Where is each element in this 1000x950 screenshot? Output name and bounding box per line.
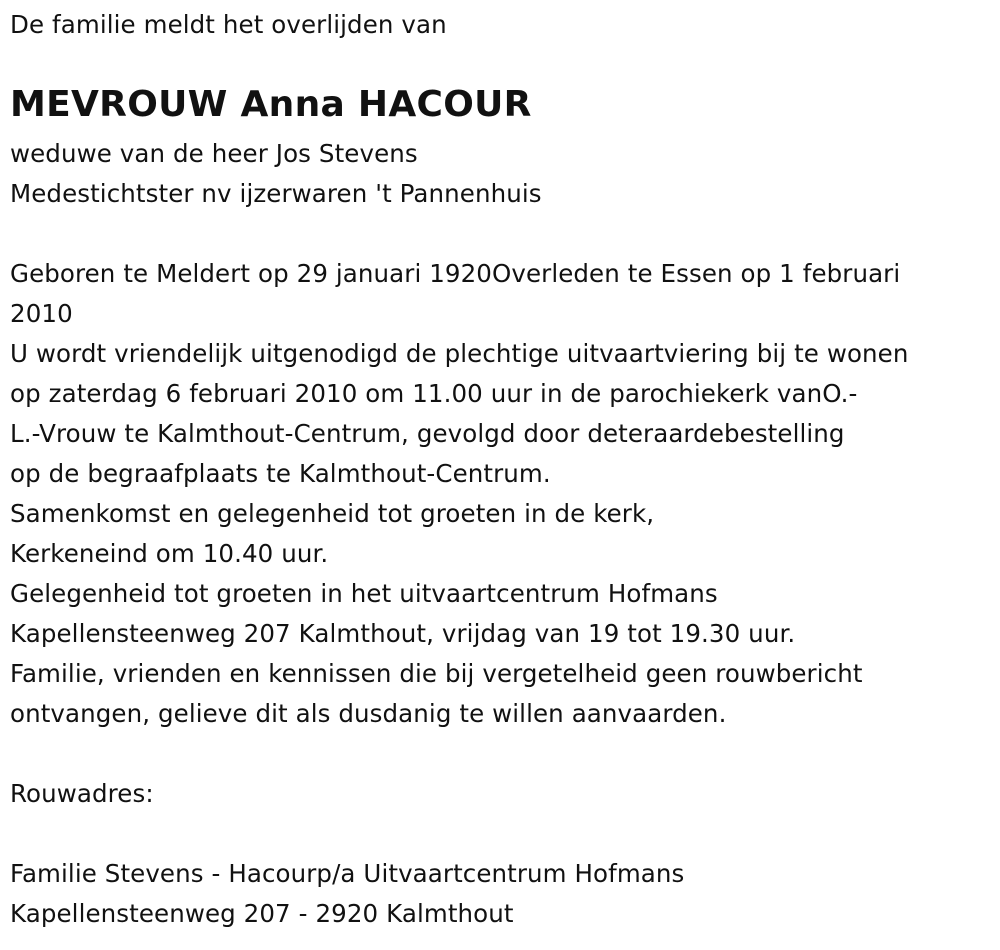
birth-death-dates: Geboren te Meldert op 29 januari 1920Overleden te Essen op 1 februari	[10, 259, 901, 288]
notice-disclaimer-line: ontvangen, gelieve dit als dusdanig te willen aanvaarden.	[10, 699, 727, 728]
notice-disclaimer-line: Familie, vrienden en kennissen die bij vergetelheid geen rouwbericht	[10, 659, 863, 688]
role-text: Medestichtster nv ijzerwaren 't Pannenhuis	[10, 179, 542, 208]
gathering-line: Kerkeneind om 10.40 uur.	[10, 539, 329, 568]
widow-of-text: weduwe van de heer Jos Stevens	[10, 139, 418, 168]
visitation-line: Gelegenheid tot groeten in het uitvaartcentrum Hofmans	[10, 579, 718, 608]
death-year: 2010	[10, 299, 73, 328]
address-line: Familie Stevens - Hacourp/a Uitvaartcentrum Hofmans	[10, 859, 685, 888]
deceased-name: MEVROUW Anna HACOUR	[10, 84, 532, 125]
address-line: Kapellensteenweg 207 - 2920 Kalmthout	[10, 899, 514, 928]
funeral-invitation-line: op zaterdag 6 februari 2010 om 11.00 uur in de parochiekerk vanO.-	[10, 379, 858, 408]
funeral-invitation-line: op de begraafplaats te Kalmthout-Centrum.	[10, 459, 551, 488]
funeral-invitation-line: L.-Vrouw te Kalmthout-Centrum, gevolgd door deteraardebestelling	[10, 419, 845, 448]
address-label: Rouwadres:	[10, 779, 154, 808]
visitation-line: Kapellensteenweg 207 Kalmthout, vrijdag van 19 tot 19.30 uur.	[10, 619, 796, 648]
intro-text: De familie meldt het overlijden van	[10, 10, 447, 39]
gathering-line: Samenkomst en gelegenheid tot groeten in de kerk,	[10, 499, 655, 528]
funeral-invitation-line: U wordt vriendelijk uitgenodigd de plechtige uitvaartviering bij te wonen	[10, 339, 909, 368]
